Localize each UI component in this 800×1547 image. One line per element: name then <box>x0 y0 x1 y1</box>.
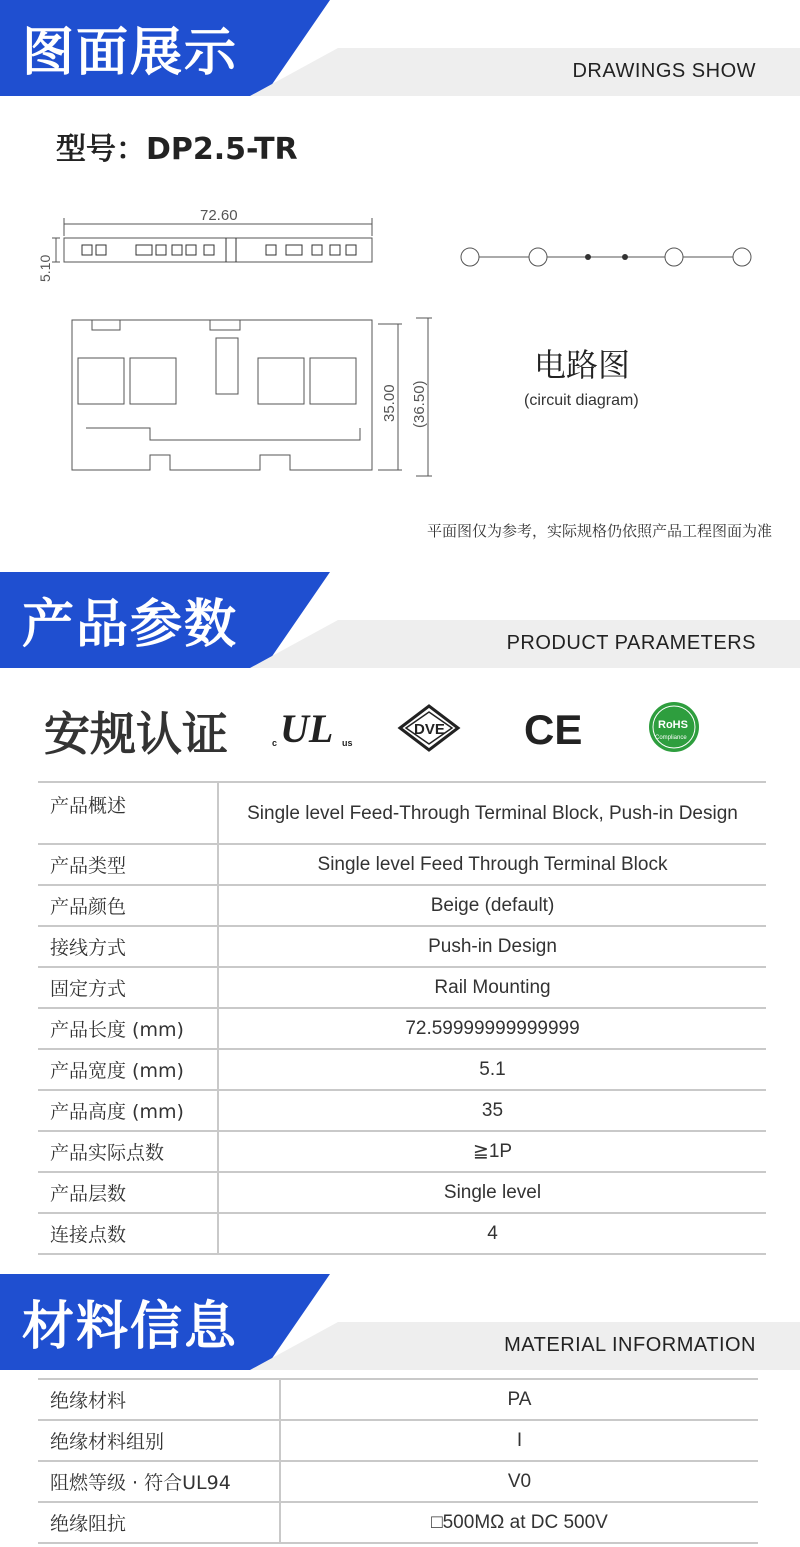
material-table <box>38 1378 758 1544</box>
rohs-icon <box>646 702 702 752</box>
certification-label: 安规认证 <box>44 707 228 761</box>
row-value: I <box>280 1420 758 1461</box>
svg-text:c: c <box>272 738 278 748</box>
table-row <box>38 926 766 967</box>
row-key: 产品层数 <box>38 1172 218 1213</box>
row-key: 产品概述 <box>38 782 218 844</box>
row-value: 5.1 <box>218 1049 766 1090</box>
row-value: PA <box>280 1379 758 1420</box>
row-key: 产品颜色 <box>38 885 218 926</box>
row-key: 连接点数 <box>38 1213 218 1254</box>
drawings-header <box>0 0 800 96</box>
table-row <box>38 782 766 844</box>
row-value: Single level Feed-Through Terminal Block, Push-in Design <box>218 782 766 844</box>
row-key: 绝缘材料 <box>38 1379 280 1420</box>
table-row <box>38 1008 766 1049</box>
section-title-cn: 图面展示 <box>22 23 239 83</box>
table-row <box>38 1213 766 1254</box>
technical-drawing <box>30 200 450 490</box>
row-key: 绝缘材料组别 <box>38 1420 280 1461</box>
row-value: 35 <box>218 1090 766 1131</box>
row-key: 接线方式 <box>38 926 218 967</box>
section-title-cn: 材料信息 <box>22 1297 239 1357</box>
row-value: Single level Feed Through Terminal Block <box>218 844 766 885</box>
table-row <box>38 1461 758 1502</box>
row-key: 产品高度 (mm) <box>38 1090 218 1131</box>
ce-icon <box>516 702 586 752</box>
row-key: 阻燃等级 · 符合UL94 <box>38 1461 280 1502</box>
row-value: V0 <box>280 1461 758 1502</box>
row-value: Single level <box>218 1172 766 1213</box>
table-row <box>38 1049 766 1090</box>
row-value: Push-in Design <box>218 926 766 967</box>
circuit-label: 电路图 <box>534 346 631 384</box>
row-value: Beige (default) <box>218 885 766 926</box>
svg-text:CE: CE <box>524 706 583 752</box>
section-title-en: MATERIAL INFORMATION <box>504 1334 756 1356</box>
parameters-table <box>38 781 766 1255</box>
svg-text:RoHS: RoHS <box>658 719 688 731</box>
table-row <box>38 1379 758 1420</box>
parameters-header <box>0 572 800 668</box>
table-row <box>38 1502 758 1543</box>
dim-width-label: 5.10 <box>37 254 53 282</box>
table-row <box>38 967 766 1008</box>
row-value: Rail Mounting <box>218 967 766 1008</box>
section-title-en: DRAWINGS SHOW <box>572 60 756 82</box>
table-row <box>38 885 766 926</box>
svg-text:DVE: DVE <box>414 721 445 738</box>
dim-length-label: 72.60 <box>200 207 238 224</box>
dim-height-label: 35.00 <box>381 384 398 422</box>
row-value: 4 <box>218 1213 766 1254</box>
row-key: 产品长度 (mm) <box>38 1008 218 1049</box>
table-row <box>38 844 766 885</box>
table-row <box>38 1131 766 1172</box>
row-key: 产品宽度 (mm) <box>38 1049 218 1090</box>
svg-text:us: us <box>342 738 353 748</box>
table-row <box>38 1172 766 1213</box>
row-key: 绝缘阻抗 <box>38 1502 280 1543</box>
svg-text:UL: UL <box>280 706 334 751</box>
section-title-cn: 产品参数 <box>22 595 239 655</box>
dim-height-total-label: (36.50) <box>411 380 428 428</box>
vde-icon <box>394 702 464 752</box>
row-key: 固定方式 <box>38 967 218 1008</box>
section-title-en: PRODUCT PARAMETERS <box>506 632 756 654</box>
circuit-sublabel: (circuit diagram) <box>524 392 639 409</box>
row-value: □500MΩ at DC 500V <box>280 1502 758 1543</box>
row-value: ≧1P <box>218 1131 766 1172</box>
row-key: 产品实际点数 <box>38 1131 218 1172</box>
circuit-diagram <box>450 230 770 290</box>
material-header <box>0 1274 800 1370</box>
row-value: 72.59999999999999 <box>218 1008 766 1049</box>
table-row <box>38 1090 766 1131</box>
svg-text:Compliance: Compliance <box>655 735 687 741</box>
drawing-note: 平面图仅为参考，实际规格仍依照产品工程图面为准 <box>426 522 772 540</box>
ul-icon <box>268 702 358 752</box>
table-row <box>38 1420 758 1461</box>
model-number: 型号：DP2.5-TR <box>56 132 298 167</box>
row-key: 产品类型 <box>38 844 218 885</box>
